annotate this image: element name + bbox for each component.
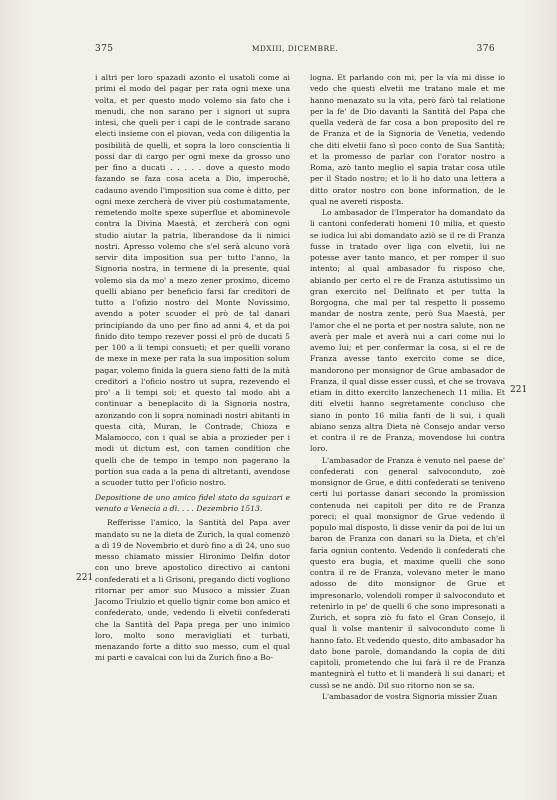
- right-paragraph-1: logna. Et parlando con mi, per la via mi disse io vedo che questi elvetii me tratano male et me hanno menazato su la vita, però farò tal relatione per la fe' de Dio davanti la Santità del Papa che quella vederà de far cosa a bon proposito del re de Franza et de la Signoria de Venetia, vedendo che diti elvetii fano sì poco conto de Sua Santità; et la promesso de parlar con l'orator nostro a Roma, azò tanto meglio el sapia tratar cosa utile per il Stado nostro; et lo li ho dato una lettera a ditto orator nostro con bone information, de le qual ne avereti risposta.: [310, 73, 505, 206]
- right-column: [310, 72, 505, 702]
- right-paragraph-4: L'ambasador de vostra Signoria missier Zuan: [322, 691, 498, 701]
- running-title: MDXIII, DICEMBRE.: [251, 44, 339, 53]
- page-number-right: 376: [476, 44, 495, 54]
- right-paragraph-2: Lo ambasador de l'Imperator ha domandato da li cantoni confederati homeni 10 milia, et questo se iudica lui abi domandato aziò se il re di Franza fusse in tratado over liga con elvetii, lui ne potesse aver tanto manco, et per romper il suo intento; al qual ambasador fu risposo che, abiando per certo el re de Franza astutissimo un gran exercito nel Delfinato et per tutta la Borgogna, che mal per tal respetto li possemo mandar de nostra zente, però Sua Maestà, per l'amor che el ne porta et per nostra salute, non ne averà per male et averà nui a cari come nui lo avemo lui; et per confermar la cosa, si el re de Franza avesse tanto exercito come se dice, mandorono per monsignor de Grue ambasador de Franza, il qual disse esser cussì, et che se trovava etiam in ditto exercito lanzechenech 11 milia. Et diti elvetii hanno segretamente concluso che siano in ponto 16 milia fanti de li sui, i quali abiano senza altra Dieta nè Consejo andar verso et contra il re de Franza, movendose lui contra loro.: [310, 208, 505, 454]
- margin-number-right: 221: [510, 385, 528, 395]
- page-number-left: 375: [95, 44, 114, 54]
- margin-number-left: 221: [76, 573, 94, 583]
- left-paragraph-2: Refferisse l'amico, la Santità del Papa aver mandato su ne la dieta de Zurich, la qual comenzò a dì 19 de Novembrio et durò fino a dì 24, uno suo messo chiamato missier Hironimo Delfin dotor con uno breve apostolico directivo ai cantoni confederati et a li Grisoni, pregando dicti vogliono ritornar per amor suo Musoco a missier Zuan Jacomo Triulzio et quello tignir come bon amico et confederato, unde, vedendo li elvetii confederati che la Santità del Papa prega per uno inimico loro, molto sono meravigliati et turbati, menazando forte a ditto suo messo, cum el qual mi parti e cavalcai con lui da Zurich fino a Bo-: [95, 518, 290, 663]
- right-paragraph-3: L'ambasador de Franza è venuto nel paese de' confederati con general salvoconduto, zoè monsignor de Grue, e ditti confederati se teniveno certi lui portasse danari secondo la promission contenuda nei capitoli per dito re de Franza poreci; el qual monsignor de Grue vedendo il populo mal disposto, li disse venir da poi de lui un baron de Franza con danari su la Dieta, et ch'el faria ogniun contento. Vedendo li confederati che questo era bugia, et maxime quelli che sono contra il re de Franza, volevano meter le mano adosso de dito monsignor de Grue et impresonarlo, volendoli romper il salvoconduto et retenirlo in pe' de quelli 6 che sono impresonati a Zurich, et sopra ziò fu fato el Gran Consejo, il qual li volse mantenir il salvoconduto come li hanno fato. Et vedendo questo, dito ambasador ha dato bone parole, domandando la copia de diti capitoli, prometendo che lui farà il re de Franza mantegnirà el tutto et li manderà li sui danari; et cussì se ne andò. Dil suo ritorno non se sa.: [310, 455, 505, 690]
- left-paragraph-1: i altri per loro spazadi azonto el usatoli come ai primi el modo del pagar per rata ogni mexe una volta, et per questo modo volemo sia fato che i menudi, che non sarano per i signori ut supra intesi, che queli per i capi de le contrade sarano electi insieme con el piovan, veda con diligentia la posibilità de quelli, et sopra la loro conscientia li possi dar di cargo per ogni mexe da grosso uno per fino a ducati . . . . . dove a questo modo fazando se faza cosa aceta a Dio, imperochè, cadauno avendo l'imposition sua come è ditto, per ogni mexe zercherà de viver più costumatamente, remetendo molte spexe superflue et abominevole contra la Divina Maestà, et zercherà con ogni studio aiutar la patria, liberandose da li nimici nostri. Apresso volemo che s'el serà alcuno vorà servir dita imposition sua per tutto l'anno, la Signoria nostra, in termene di la presente, qual volemo sia da mo' a mezo zener proximo, dicemo quelli abiano per beneficio farsi far creditori de tutto a l'ofizio nostro del Monte Novissimo, avendo a poter scuoder el prò de tal danari principiando da uno per fino ad anni 4, et da poi finido dito tempo rezever possi el prò de ducati 5 per 100 a li tempi consueti; et per quelli vorano de mexe in mexe per rata la sua imposition solum pagar, volemo finida la guera sieno fatti de la mità creditori a l'oficio nostro ut supra, rezevendo el pro' a li tempi soi; et questo tal modo abi a continuar a beneplacito di la Signoria nostra, azonzando con li sopra nominadi nostri abitanti in questa cità, Muran, le Contrade, Chioza e Malamocco, con i qual se abia a prozieder per i modi ut dictum est, con tamen condition che quelli che de tempo in tempo non pagerano la portion sua cada a la pena di altretanti, avendose a scuoder tutto per l'oficio nostro.: [95, 73, 290, 487]
- running-header: [95, 44, 495, 60]
- document-title: Depositione de uno amico fidel stato da sguizari e venuto a Venecia a dì. . . . Dezembrio 1513.: [95, 493, 290, 514]
- left-column: [95, 72, 290, 664]
